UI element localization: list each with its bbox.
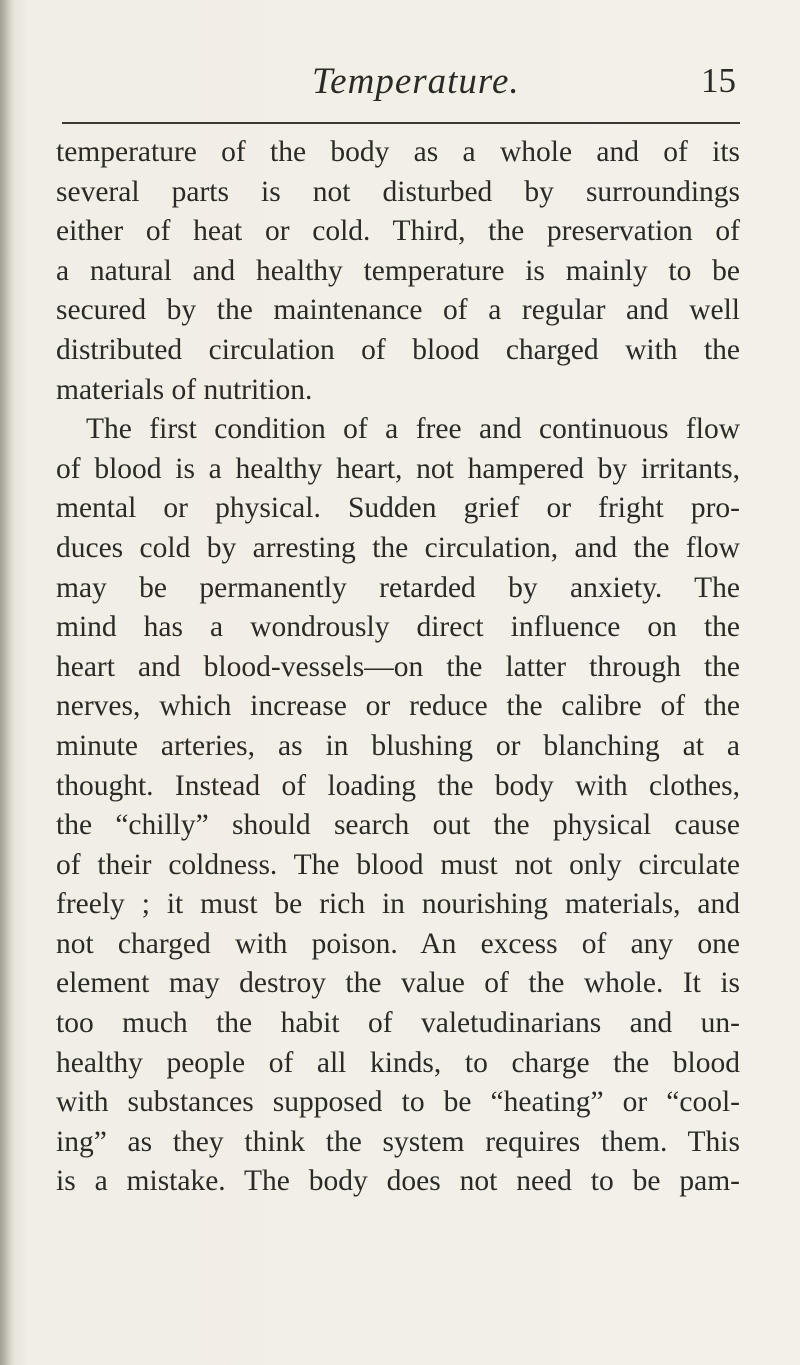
text-line: duces cold by arresting the circulation, and the flow	[56, 531, 740, 564]
text-line: distributed circulation of blood charged with the	[56, 333, 740, 366]
text-line: mind has a wondrously direct influence on the	[56, 611, 740, 644]
text-line: materials of nutrition.	[56, 373, 313, 406]
text-line: several parts is not disturbed by surroundings	[56, 175, 740, 208]
text-line: a natural and healthy temperature is mainly to be	[56, 254, 740, 287]
text-line: healthy people of all kinds, to charge the blood	[56, 1046, 740, 1079]
text-line: of their coldness. The blood must not only circulate	[56, 848, 740, 881]
text-line: The first condition of a free and continuous flow	[86, 413, 740, 446]
text-line: element may destroy the value of the whole. It is	[56, 967, 740, 1000]
text-line: ing” as they think the system requires them. This	[56, 1125, 740, 1158]
text-line: nerves, which increase or reduce the calibre of the	[56, 690, 740, 723]
text-line: with substances supposed to be “heating” or “cool-	[56, 1086, 740, 1119]
page-header	[62, 60, 742, 120]
text-line: is a mistake. The body does not need to be pam-	[56, 1165, 740, 1198]
body-text	[56, 133, 740, 1202]
text-line: secured by the maintenance of a regular and well	[56, 294, 740, 327]
text-line: thought. Instead of loading the body with clothes,	[56, 769, 740, 802]
page-number: 15	[701, 61, 736, 100]
text-line: freely ; it must be rich in nourishing materials, and	[56, 888, 740, 921]
text-line: may be permanently retarded by anxiety. The	[56, 571, 740, 604]
text-line: temperature of the body as a whole and of its	[56, 136, 740, 168]
text-line: too much the habit of valetudinarians and un-	[56, 1007, 740, 1040]
text-line: the “chilly” should search out the physical cause	[56, 809, 740, 842]
running-title: Temperature.	[312, 61, 520, 102]
text-line: of blood is a healthy heart, not hampered by irritants,	[56, 452, 740, 485]
text-line: heart and blood-vessels—on the latter through the	[56, 650, 740, 683]
text-line: minute arteries, as in blushing or blanching at a	[56, 729, 740, 762]
header-rule	[62, 122, 740, 124]
text-line: either of heat or cold. Third, the preservation of	[56, 215, 740, 248]
text-line: not charged with poison. An excess of any one	[56, 927, 740, 960]
binding-shadow	[0, 0, 14, 1365]
text-line: mental or physical. Sudden grief or fright pro-	[56, 492, 740, 525]
